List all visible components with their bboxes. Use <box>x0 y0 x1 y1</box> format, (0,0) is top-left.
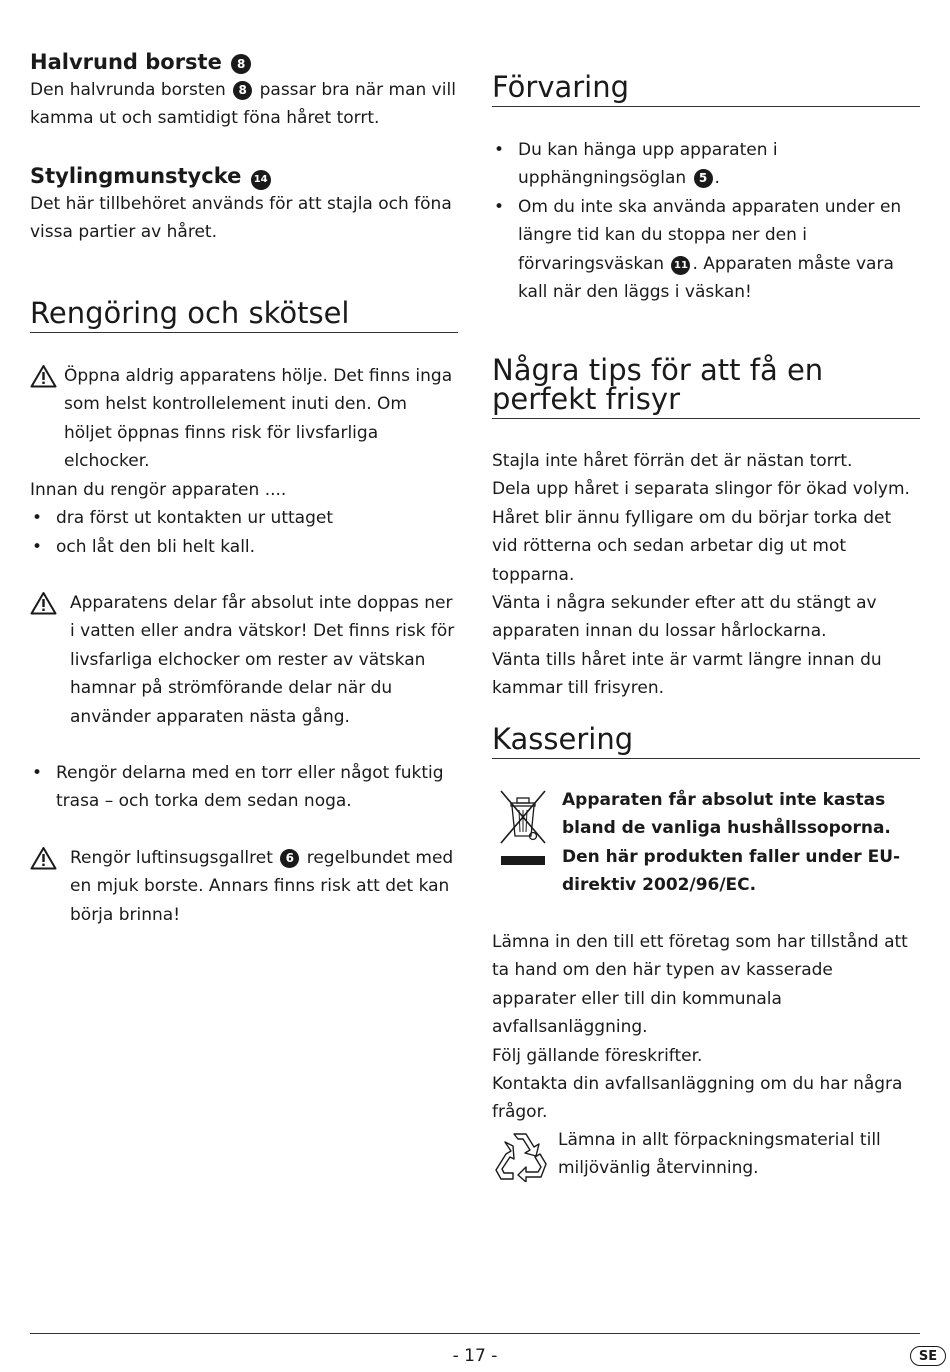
list-item: • Rengör delarna med en torr eller något fuktig trasa – och torka dem sedan noga. <box>32 763 444 812</box>
before-cleaning-list <box>30 476 458 561</box>
recycle-icon <box>492 1130 550 1182</box>
tip-line: Vänta i några sekunder efter att du stängt av apparaten innan du lossar hårlockarna. <box>492 593 877 642</box>
tip-line: Vänta tills håret inte är varmt längre innan du kammar till frisyren. <box>492 649 882 699</box>
disposal-line: Kontakta din avfallsanläggning om du har några frågor. <box>492 1074 903 1123</box>
warning-triangle-icon <box>30 591 57 615</box>
section-disposal-heading <box>492 724 920 759</box>
disposal-info <box>492 928 920 1127</box>
footer-divider <box>30 1333 920 1334</box>
list-item: • dra först ut kontakten ur uttaget <box>32 508 333 529</box>
halvrund-title: Halvrund borste 8 <box>30 48 458 76</box>
warning-triangle-icon <box>30 846 57 870</box>
recycle-notice <box>492 1126 920 1183</box>
tips-list <box>492 447 920 703</box>
halvrund-text: Den halvrunda borsten 8 passar bra när man vill kamma ut och samtidigt föna håret torrt. <box>30 80 456 129</box>
section-styling <box>30 162 458 247</box>
crossed-bin-icon <box>498 789 548 867</box>
language-badge: SE <box>910 1346 946 1366</box>
warning-open-housing: Öppna aldrig apparatens hölje. Det finns inga som helst kontrollelement inuti den. Om höljet öppnas finns risk för livsfarliga elchocker. <box>30 362 458 476</box>
list-item: • Du kan hänga upp apparaten i upphängningsöglan 5 . <box>494 140 778 189</box>
list-item: • Om du inte ska använda apparaten under en längre tid kan du stoppa ner den i förvaringsväskan 11 . Apparaten måste vara kall när den läggs i väskan! <box>494 196 902 303</box>
section-halvrund <box>30 48 458 133</box>
part-number-badge: 5 <box>694 169 713 188</box>
tip-line: Håret blir ännu fylligare om du börjar torka det vid rötterna och sedan arbetar dig ut mot topparna. <box>492 507 892 585</box>
cleaning-title: Rengöring och skötsel <box>30 298 458 333</box>
warning-water: Apparatens delar får absolut inte doppas ner i vatten eller andra vätskor! Det finns risk för livsfarliga elchocker om rester av vätskan hamnar på strömförande delar när du använder apparaten nästa gång. <box>30 589 458 731</box>
disposal-line: Följ gällande föreskrifter. <box>492 1045 703 1066</box>
part-number-badge: 6 <box>280 849 299 868</box>
warning-triangle-icon <box>30 364 57 388</box>
tips-title: Några tips för att få en perfekt frisyr <box>492 356 920 419</box>
part-number-badge: 14 <box>251 170 271 190</box>
page-number: - 17 - <box>452 1346 498 1366</box>
recycle-text: Lämna in allt förpackningsmaterial till miljövänlig återvinning. <box>558 1130 881 1179</box>
part-number-badge: 8 <box>233 81 252 100</box>
tip-line: Stajla inte håret förrän det är nästan torrt. <box>492 451 853 471</box>
section-storage-heading <box>492 72 920 107</box>
disposal-line: Lämna in den till ett företag som har tillstånd att ta hand om den här typen av kasserade apparater eller till din kommunala avfallsanläggning. <box>492 932 908 1038</box>
before-cleaning-intro: Innan du rengör apparaten .... <box>30 480 287 500</box>
tip-line: Dela upp håret i separata slingor för ökad volym. <box>492 479 910 500</box>
warning-air-intake: Rengör luftinsugsgallret 6 regelbundet med en mjuk borste. Annars finns risk att det kan börja brinna! <box>30 844 458 929</box>
section-tips-heading <box>492 353 920 419</box>
disposal-bold-text: Apparaten får absolut inte kastas bland de vanliga hushållssoporna. Den här produkten faller under EU-direktiv 2002/96/EC. <box>562 790 901 896</box>
clean-instruction <box>30 759 458 816</box>
styling-text: Det här tillbehöret används för att stajla och föna vissa partier av håret. <box>30 194 452 243</box>
disposal-notice <box>492 786 920 900</box>
storage-list <box>492 136 920 306</box>
storage-title: Förvaring <box>492 72 920 107</box>
part-number-badge: 8 <box>231 54 251 74</box>
section-cleaning-heading <box>30 298 458 333</box>
styling-title: Stylingmunstycke 14 <box>30 162 458 190</box>
disposal-title: Kassering <box>492 724 920 759</box>
list-item: • och låt den bli helt kall. <box>32 536 256 557</box>
part-number-badge: 11 <box>671 256 690 275</box>
